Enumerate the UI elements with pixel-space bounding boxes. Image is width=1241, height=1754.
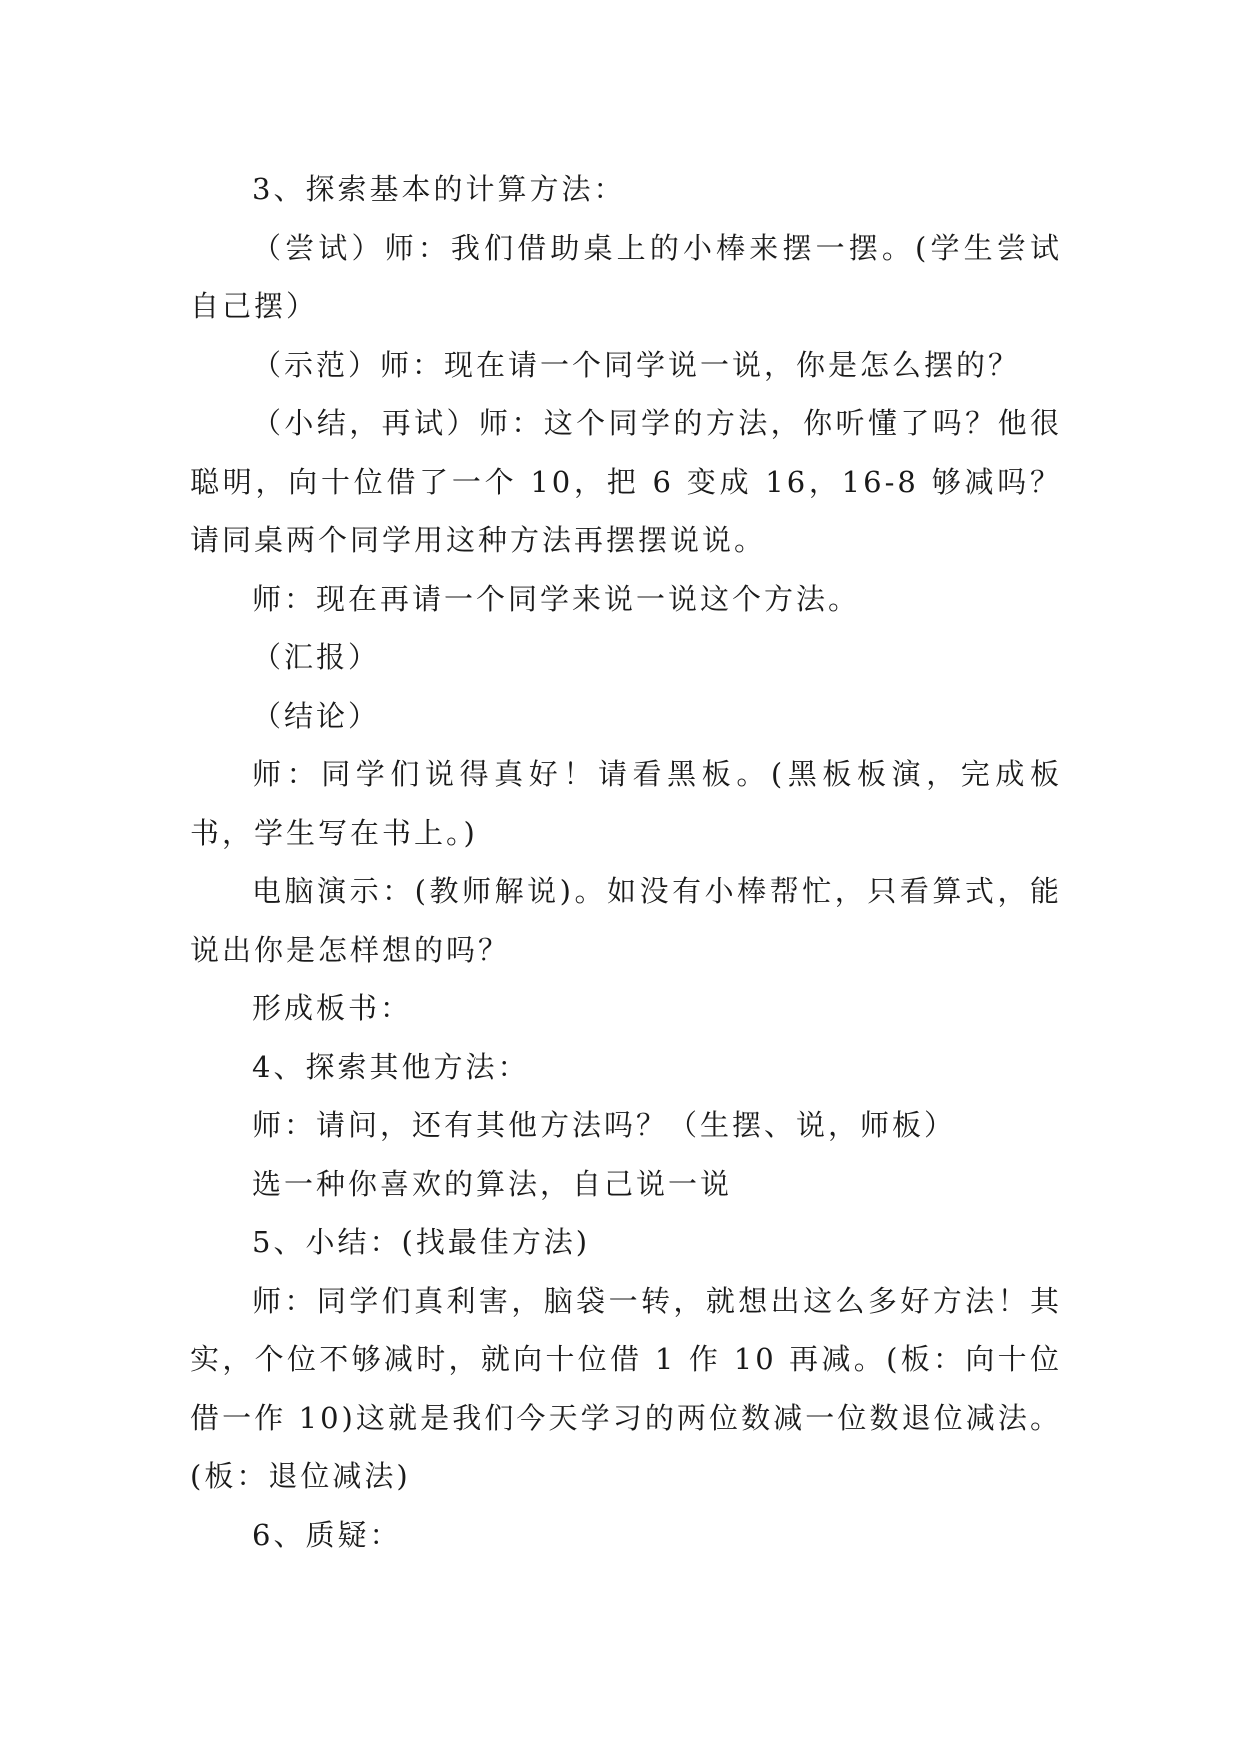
document-body bbox=[190, 160, 1062, 1564]
paragraph-best-method: 师：同学们真利害，脑袋一转，就想出这么多好方法！其实，个位不够减时，就向十位借 1 作 10 再减。(板：向十位借一作 10)这就是我们今天学习的两位数减一位数退位减法。(板：退位减法) bbox=[190, 1283, 1062, 1493]
section-heading-6: 6、质疑： bbox=[252, 1517, 402, 1552]
paragraph-demonstration: （示范）师：现在请一个同学说一说，你是怎么摆的？ bbox=[252, 347, 1021, 382]
section-heading-5: 5、小结：(找最佳方法) bbox=[252, 1225, 591, 1259]
section-heading-3: 3、探索基本的计算方法： bbox=[252, 172, 626, 206]
paragraph-teacher-prompt: 师：现在再请一个同学来说一说这个方法。 bbox=[252, 581, 861, 616]
paragraph-choose-method: 选一种你喜欢的算法，自己说一说 bbox=[252, 1166, 733, 1201]
paragraph-board-writing: 形成板书： bbox=[252, 991, 413, 1025]
paragraph-conclusion: （结论） bbox=[252, 698, 381, 733]
paragraph-summary-retry: （小结，再试）师：这个同学的方法，你听懂了吗？他很聪明，向十位借了一个 10，把 6 变成 16，16-8 够减吗？请同桌两个同学用这种方法再摆摆说说。 bbox=[190, 406, 1062, 557]
paragraph-report: （汇报） bbox=[252, 640, 381, 674]
paragraph-other-methods: 师：请问，还有其他方法吗？（生摆、说，师板） bbox=[252, 1108, 957, 1142]
paragraph-blackboard: 师：同学们说得真好！请看黑板。(黑板板演，完成板书，学生写在书上。) bbox=[190, 757, 1062, 850]
section-heading-4: 4、探索其他方法： bbox=[252, 1049, 530, 1084]
paragraph-computer-demo: 电脑演示：(教师解说)。如没有小棒帮忙，只看算式，能说出你是怎样想的吗？ bbox=[190, 874, 1062, 967]
paragraph-attempt: （尝试）师：我们借助桌上的小棒来摆一摆。(学生尝试自己摆） bbox=[190, 230, 1062, 323]
